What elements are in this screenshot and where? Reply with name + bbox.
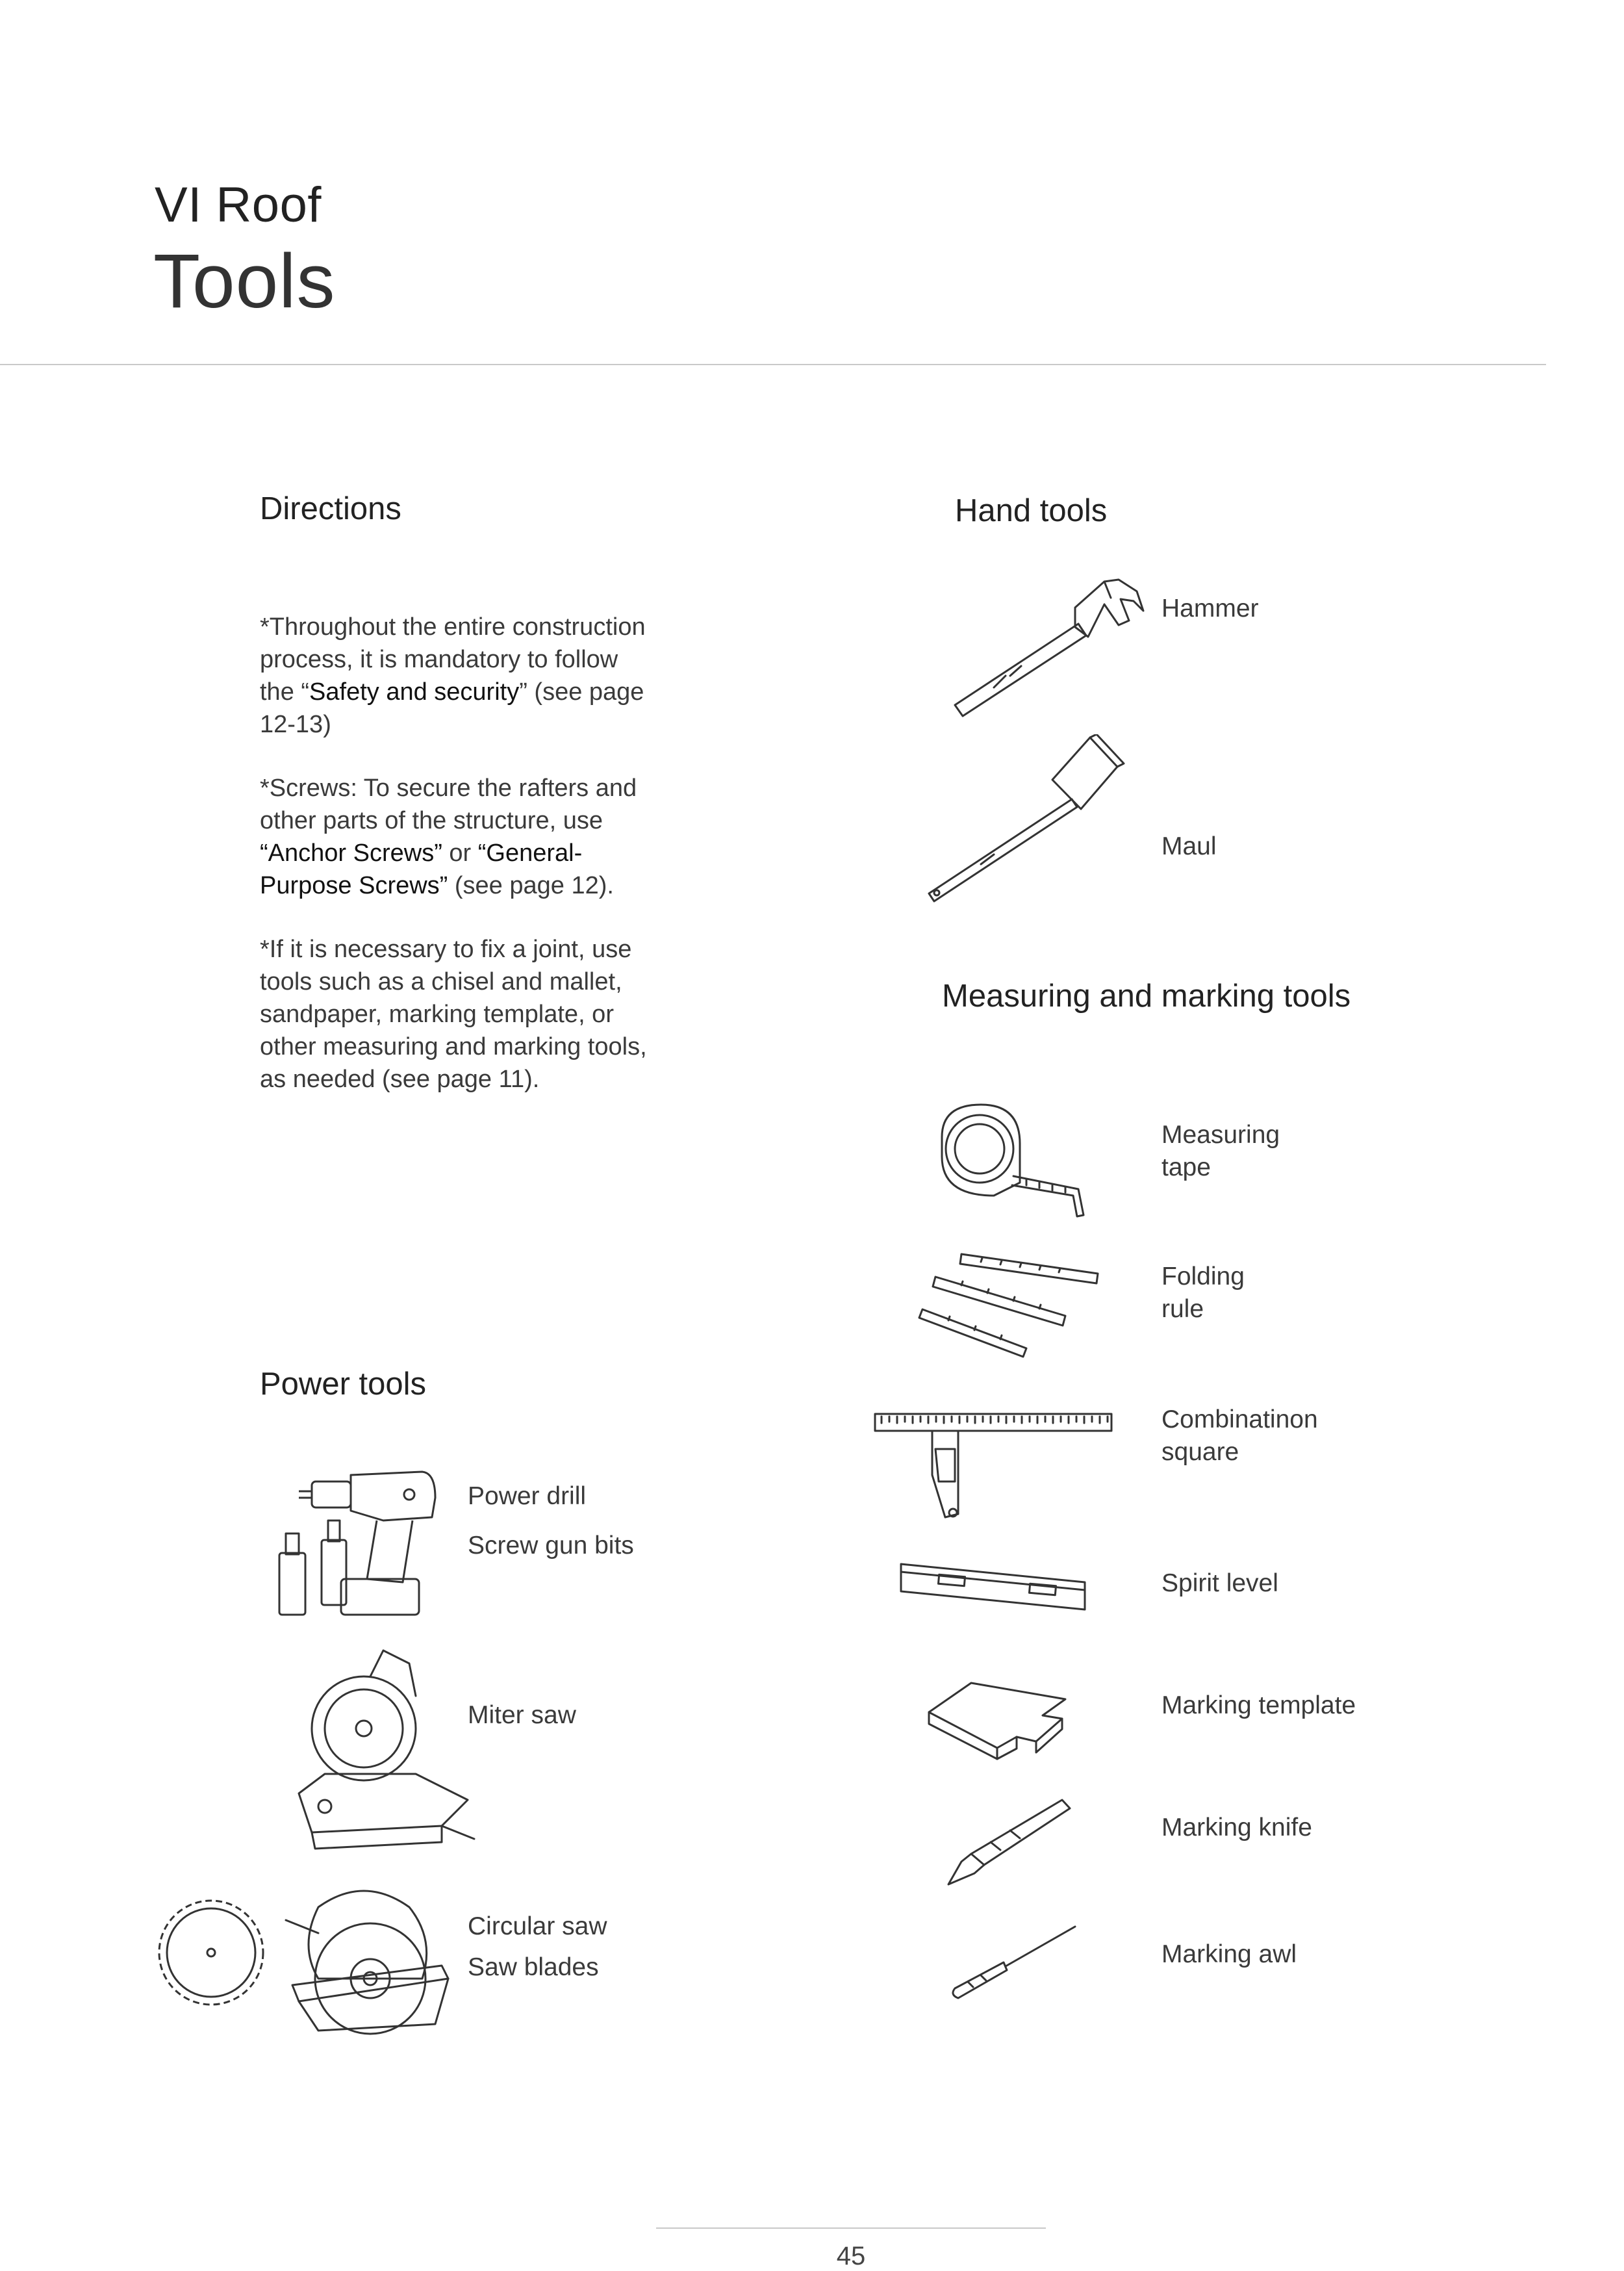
measuring-label-marking-awl: Marking awl [1161,1940,1297,1968]
text-span: *Screws: To secure the rafters and other parts of the structure, use [260,775,637,834]
measuring-tape-icon [929,1098,1098,1235]
maul-icon [922,734,1169,903]
saw-blade-icon [153,1894,270,2011]
measuring-label-tape: Measuring tape [1161,1121,1280,1181]
directions-paragraph-1 [260,611,650,741]
measuring-label-folding-rule: Folding rule [1161,1263,1245,1323]
power-tool-label-bits: Screw gun bits [468,1532,634,1559]
hammer-icon [948,572,1169,728]
directions-paragraph-2 [260,772,650,902]
page-number: 45 [836,2242,866,2270]
power-tool-label-drill: Power drill [468,1482,587,1510]
marking-knife-icon [945,1797,1075,1888]
directions-text [260,611,650,1127]
text-span: *Throughout the entire construction process, it is mandatory to follow the “ [260,613,646,706]
text-span: or [442,840,478,867]
text-span: ” (see page 12-13) [260,678,644,738]
page-title: Tools [153,238,336,324]
power-drill-icon [299,1465,442,1621]
header-divider [0,364,1546,365]
spirit-level-icon [900,1563,1088,1611]
hand-tool-label-maul: Maul [1161,832,1217,860]
hand-tool-label-hammer: Hammer [1161,595,1259,622]
marking-awl-icon [948,1923,1078,2001]
anchor-screws-reference: “Anchor Screws” [260,840,442,867]
miter-saw-icon [286,1644,481,1858]
measuring-heading: Measuring and marking tools [942,979,1351,1014]
text-span: (see page 12). [448,872,614,899]
marking-template-icon [926,1680,1069,1764]
power-tool-label-circular-saw: Circular saw [468,1912,607,1940]
combination-square-icon [874,1410,1114,1520]
power-tool-label-saw-blades: Saw blades [468,1953,599,1981]
chapter-label: VI Roof [155,177,322,233]
folding-rule-icon [909,1248,1104,1358]
safety-reference: Safety and security [309,678,520,706]
directions-paragraph-3: *If it is necessary to fix a joint, use tools such as a chisel and mallet, sandpaper, marking template, or other measuring and marking tools, as needed (see page 11). [260,936,647,1093]
footer-divider [656,2227,1046,2229]
hand-tools-heading: Hand tools [955,493,1108,528]
measuring-label-marking-knife: Marking knife [1161,1814,1312,1841]
measuring-label-combination-square: Combinatinon square [1161,1405,1318,1466]
measuring-label-marking-template: Marking template [1161,1691,1356,1719]
directions-heading: Directions [260,491,401,526]
measuring-label-spirit-level: Spirit level [1161,1569,1278,1597]
general-screws-reference: “General-Purpose Screws” [260,840,583,899]
power-tool-label-miter-saw: Miter saw [468,1701,576,1729]
power-tools-heading: Power tools [260,1366,427,1402]
circular-saw-icon [279,1881,455,2044]
